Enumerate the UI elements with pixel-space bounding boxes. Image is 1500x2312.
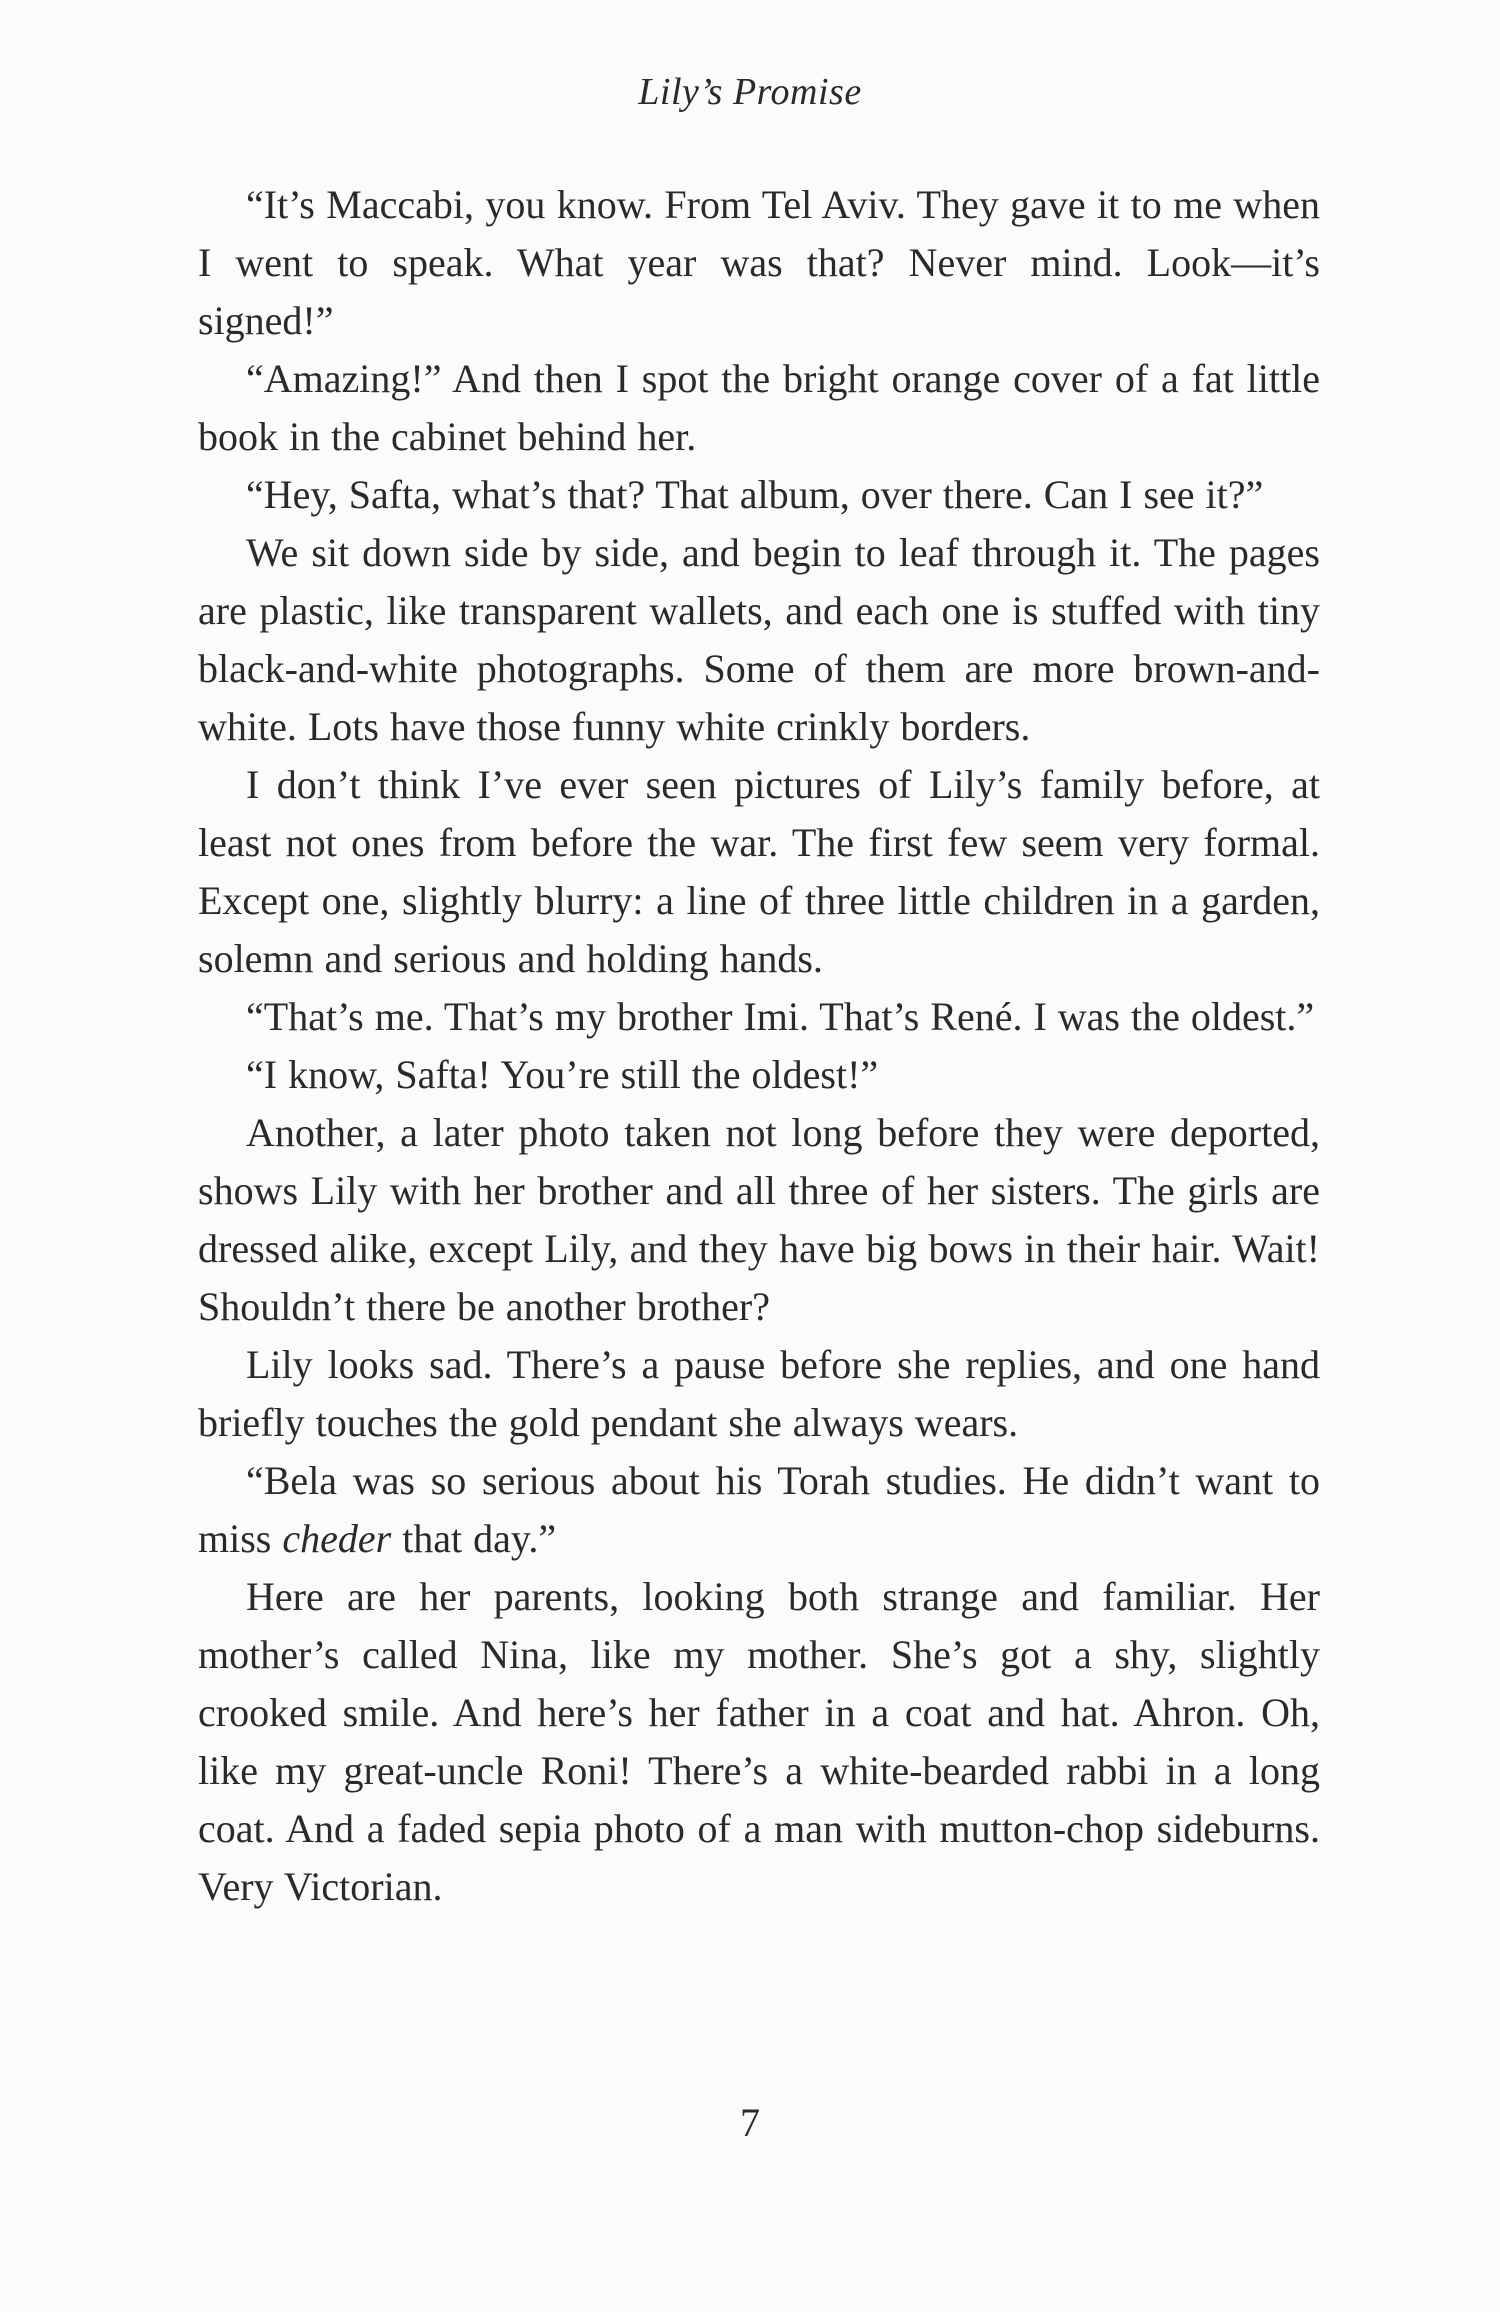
paragraph-5: I don’t think I’ve ever seen pictures of Lily’s family before, at least not ones from before the war. The first few seem very formal. Except one, slightly blurry: a line of three little children in a garden, solemn and serious and holding hands.: [198, 762, 1320, 981]
body-text: [198, 176, 1320, 1916]
paragraph-7: “I know, Safta! You’re still the oldest!”: [246, 1052, 879, 1097]
paragraph-3: “Hey, Safta, what’s that? That album, over there. Can I see it?”: [246, 472, 1264, 517]
paragraph-2: “Amazing!” And then I spot the bright orange cover of a fat little book in the cabinet behind her.: [198, 356, 1320, 459]
paragraph-9: Lily looks sad. There’s a pause before she replies, and one hand briefly touches the gold pendant she always wears.: [198, 1342, 1320, 1445]
paragraph-6: “That’s me. That’s my brother Imi. That’s René. I was the oldest.”: [246, 994, 1315, 1039]
paragraph-8: Another, a later photo taken not long before they were deported, shows Lily with her brother and all three of her sisters. The girls are dressed alike, except Lily, and they have big bows in their hair. Wait! Shouldn’t there be another brother?: [198, 1110, 1320, 1329]
running-head-title: Lily’s Promise: [638, 71, 862, 113]
paragraph-10: [198, 1452, 1320, 1568]
paragraph-10-start: “Bela was so serious about his Torah studies. He didn’t want to miss: [198, 1458, 1320, 1561]
paragraph-10-italic-word: cheder: [282, 1516, 392, 1561]
paragraph-11: Here are her parents, looking both strange and familiar. Her mother’s called Nina, like my mother. She’s got a shy, slightly crooked smile. And here’s her father in a coat and hat. Ahron. Oh, like my great-uncle Roni! There’s a white-bearded rabbi in a long coat. And a faded sepia photo of a man with mutton-chop sideburns. Very Victorian.: [198, 1574, 1320, 1909]
page-number: 7: [740, 2100, 760, 2145]
paragraph-1: “It’s Maccabi, you know. From Tel Aviv. They gave it to me when I went to speak. What year was that? Never mind. Look—it’s signed!”: [198, 182, 1320, 343]
paragraph-10-end: that day.”: [391, 1516, 557, 1561]
paragraph-4: We sit down side by side, and begin to leaf through it. The pages are plastic, like transparent wallets, and each one is stuffed with tiny black-and-white photographs. Some of them are more brown-and-white. Lots have those funny white crinkly borders.: [198, 530, 1320, 749]
